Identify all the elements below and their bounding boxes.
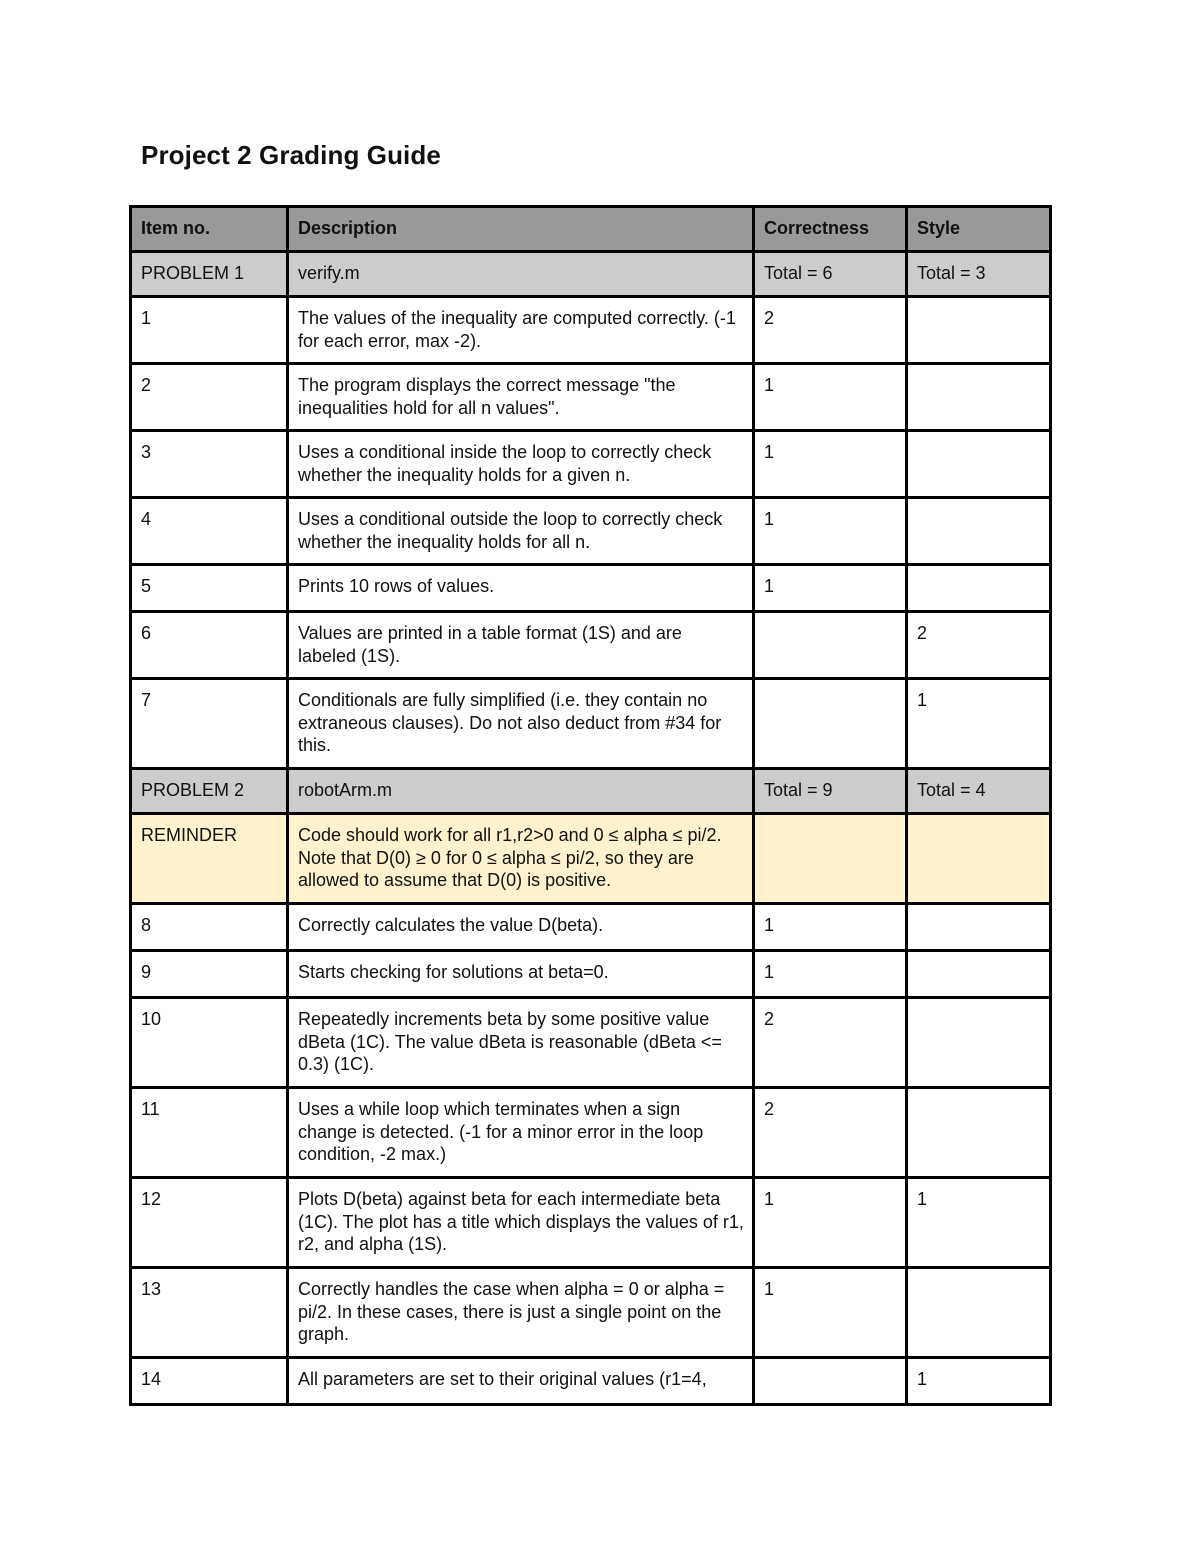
cell-description: The program displays the correct message "the inequalities hold for all n values".	[288, 364, 754, 431]
cell-item: 11	[131, 1088, 288, 1178]
cell-style	[907, 904, 1051, 951]
cell-description: Values are printed in a table format (1S) and are labeled (1S).	[288, 612, 754, 679]
cell-style: Total = 3	[907, 252, 1051, 297]
cell-correctness: 1	[754, 904, 907, 951]
reminder-row	[131, 814, 1051, 904]
page-title: Project 2 Grading Guide	[141, 140, 441, 170]
header-description: Description	[288, 207, 754, 252]
cell-description: Correctly handles the case when alpha = 0 or alpha = pi/2. In these cases, there is just a single point on the graph.	[288, 1268, 754, 1358]
cell-description: Code should work for all r1,r2>0 and 0 ≤ alpha ≤ pi/2. Note that D(0) ≥ 0 for 0 ≤ alpha ≤ pi/2, so they are allowed to assume that D(0) is positive.	[288, 814, 754, 904]
cell-description: robotArm.m	[288, 769, 754, 814]
cell-style	[907, 1088, 1051, 1178]
cell-correctness: 1	[754, 1178, 907, 1268]
cell-item: 1	[131, 297, 288, 364]
cell-correctness: 1	[754, 498, 907, 565]
cell-style: 2	[907, 612, 1051, 679]
cell-correctness: 2	[754, 297, 907, 364]
cell-description: Conditionals are fully simplified (i.e. they contain no extraneous clauses). Do not also deduct from #34 for this.	[288, 679, 754, 769]
cell-item: 14	[131, 1358, 288, 1405]
cell-style	[907, 498, 1051, 565]
cell-item: REMINDER	[131, 814, 288, 904]
cell-style	[907, 951, 1051, 998]
cell-description: Uses a while loop which terminates when a sign change is detected. (-1 for a minor error in the loop condition, -2 max.)	[288, 1088, 754, 1178]
cell-description: Starts checking for solutions at beta=0.	[288, 951, 754, 998]
cell-item: 13	[131, 1268, 288, 1358]
cell-description: Repeatedly increments beta by some positive value dBeta (1C). The value dBeta is reasonable (dBeta <= 0.3) (1C).	[288, 998, 754, 1088]
cell-correctness: Total = 9	[754, 769, 907, 814]
cell-style: 1	[907, 679, 1051, 769]
cell-item: PROBLEM 1	[131, 252, 288, 297]
cell-item: 8	[131, 904, 288, 951]
section-row-problem-2	[131, 769, 1051, 814]
cell-description: Uses a conditional inside the loop to correctly check whether the inequality holds for a given n.	[288, 431, 754, 498]
cell-item: 6	[131, 612, 288, 679]
table-row	[131, 998, 1051, 1088]
cell-description: The values of the inequality are computed correctly. (-1 for each error, max -2).	[288, 297, 754, 364]
cell-description: Correctly calculates the value D(beta).	[288, 904, 754, 951]
cell-correctness	[754, 679, 907, 769]
cell-correctness: 2	[754, 1088, 907, 1178]
cell-item: 3	[131, 431, 288, 498]
table-row	[131, 612, 1051, 679]
cell-style	[907, 814, 1051, 904]
table-row	[131, 1358, 1051, 1405]
cell-item: 5	[131, 565, 288, 612]
cell-style	[907, 1268, 1051, 1358]
table-row	[131, 1088, 1051, 1178]
cell-style: 1	[907, 1358, 1051, 1405]
cell-correctness	[754, 612, 907, 679]
cell-item: 4	[131, 498, 288, 565]
table-row	[131, 297, 1051, 364]
cell-item: PROBLEM 2	[131, 769, 288, 814]
cell-style	[907, 364, 1051, 431]
cell-correctness	[754, 814, 907, 904]
grading-table	[129, 205, 1052, 1406]
cell-correctness: 2	[754, 998, 907, 1088]
cell-correctness: Total = 6	[754, 252, 907, 297]
table-row	[131, 565, 1051, 612]
cell-description: All parameters are set to their original values (r1=4,	[288, 1358, 754, 1405]
cell-correctness: 1	[754, 431, 907, 498]
table-row	[131, 679, 1051, 769]
cell-correctness	[754, 1358, 907, 1405]
cell-item: 2	[131, 364, 288, 431]
cell-item: 9	[131, 951, 288, 998]
cell-description: Uses a conditional outside the loop to correctly check whether the inequality holds for all n.	[288, 498, 754, 565]
cell-style: Total = 4	[907, 769, 1051, 814]
cell-style	[907, 431, 1051, 498]
cell-item: 7	[131, 679, 288, 769]
cell-style	[907, 998, 1051, 1088]
cell-item: 12	[131, 1178, 288, 1268]
header-row	[131, 207, 1051, 252]
table-row	[131, 364, 1051, 431]
table-row	[131, 904, 1051, 951]
table-row	[131, 498, 1051, 565]
section-row-problem-1	[131, 252, 1051, 297]
cell-item: 10	[131, 998, 288, 1088]
cell-correctness: 1	[754, 565, 907, 612]
table-row	[131, 431, 1051, 498]
header-correctness: Correctness	[754, 207, 907, 252]
table-row	[131, 1268, 1051, 1358]
cell-correctness: 1	[754, 364, 907, 431]
table-row	[131, 1178, 1051, 1268]
cell-description: verify.m	[288, 252, 754, 297]
cell-correctness: 1	[754, 951, 907, 998]
cell-style: 1	[907, 1178, 1051, 1268]
cell-style	[907, 565, 1051, 612]
header-item-no: Item no.	[131, 207, 288, 252]
cell-description: Plots D(beta) against beta for each intermediate beta (1C). The plot has a title which displays the values of r1, r2, and alpha (1S).	[288, 1178, 754, 1268]
cell-style	[907, 297, 1051, 364]
header-style: Style	[907, 207, 1051, 252]
table-row	[131, 951, 1051, 998]
cell-description: Prints 10 rows of values.	[288, 565, 754, 612]
cell-correctness: 1	[754, 1268, 907, 1358]
